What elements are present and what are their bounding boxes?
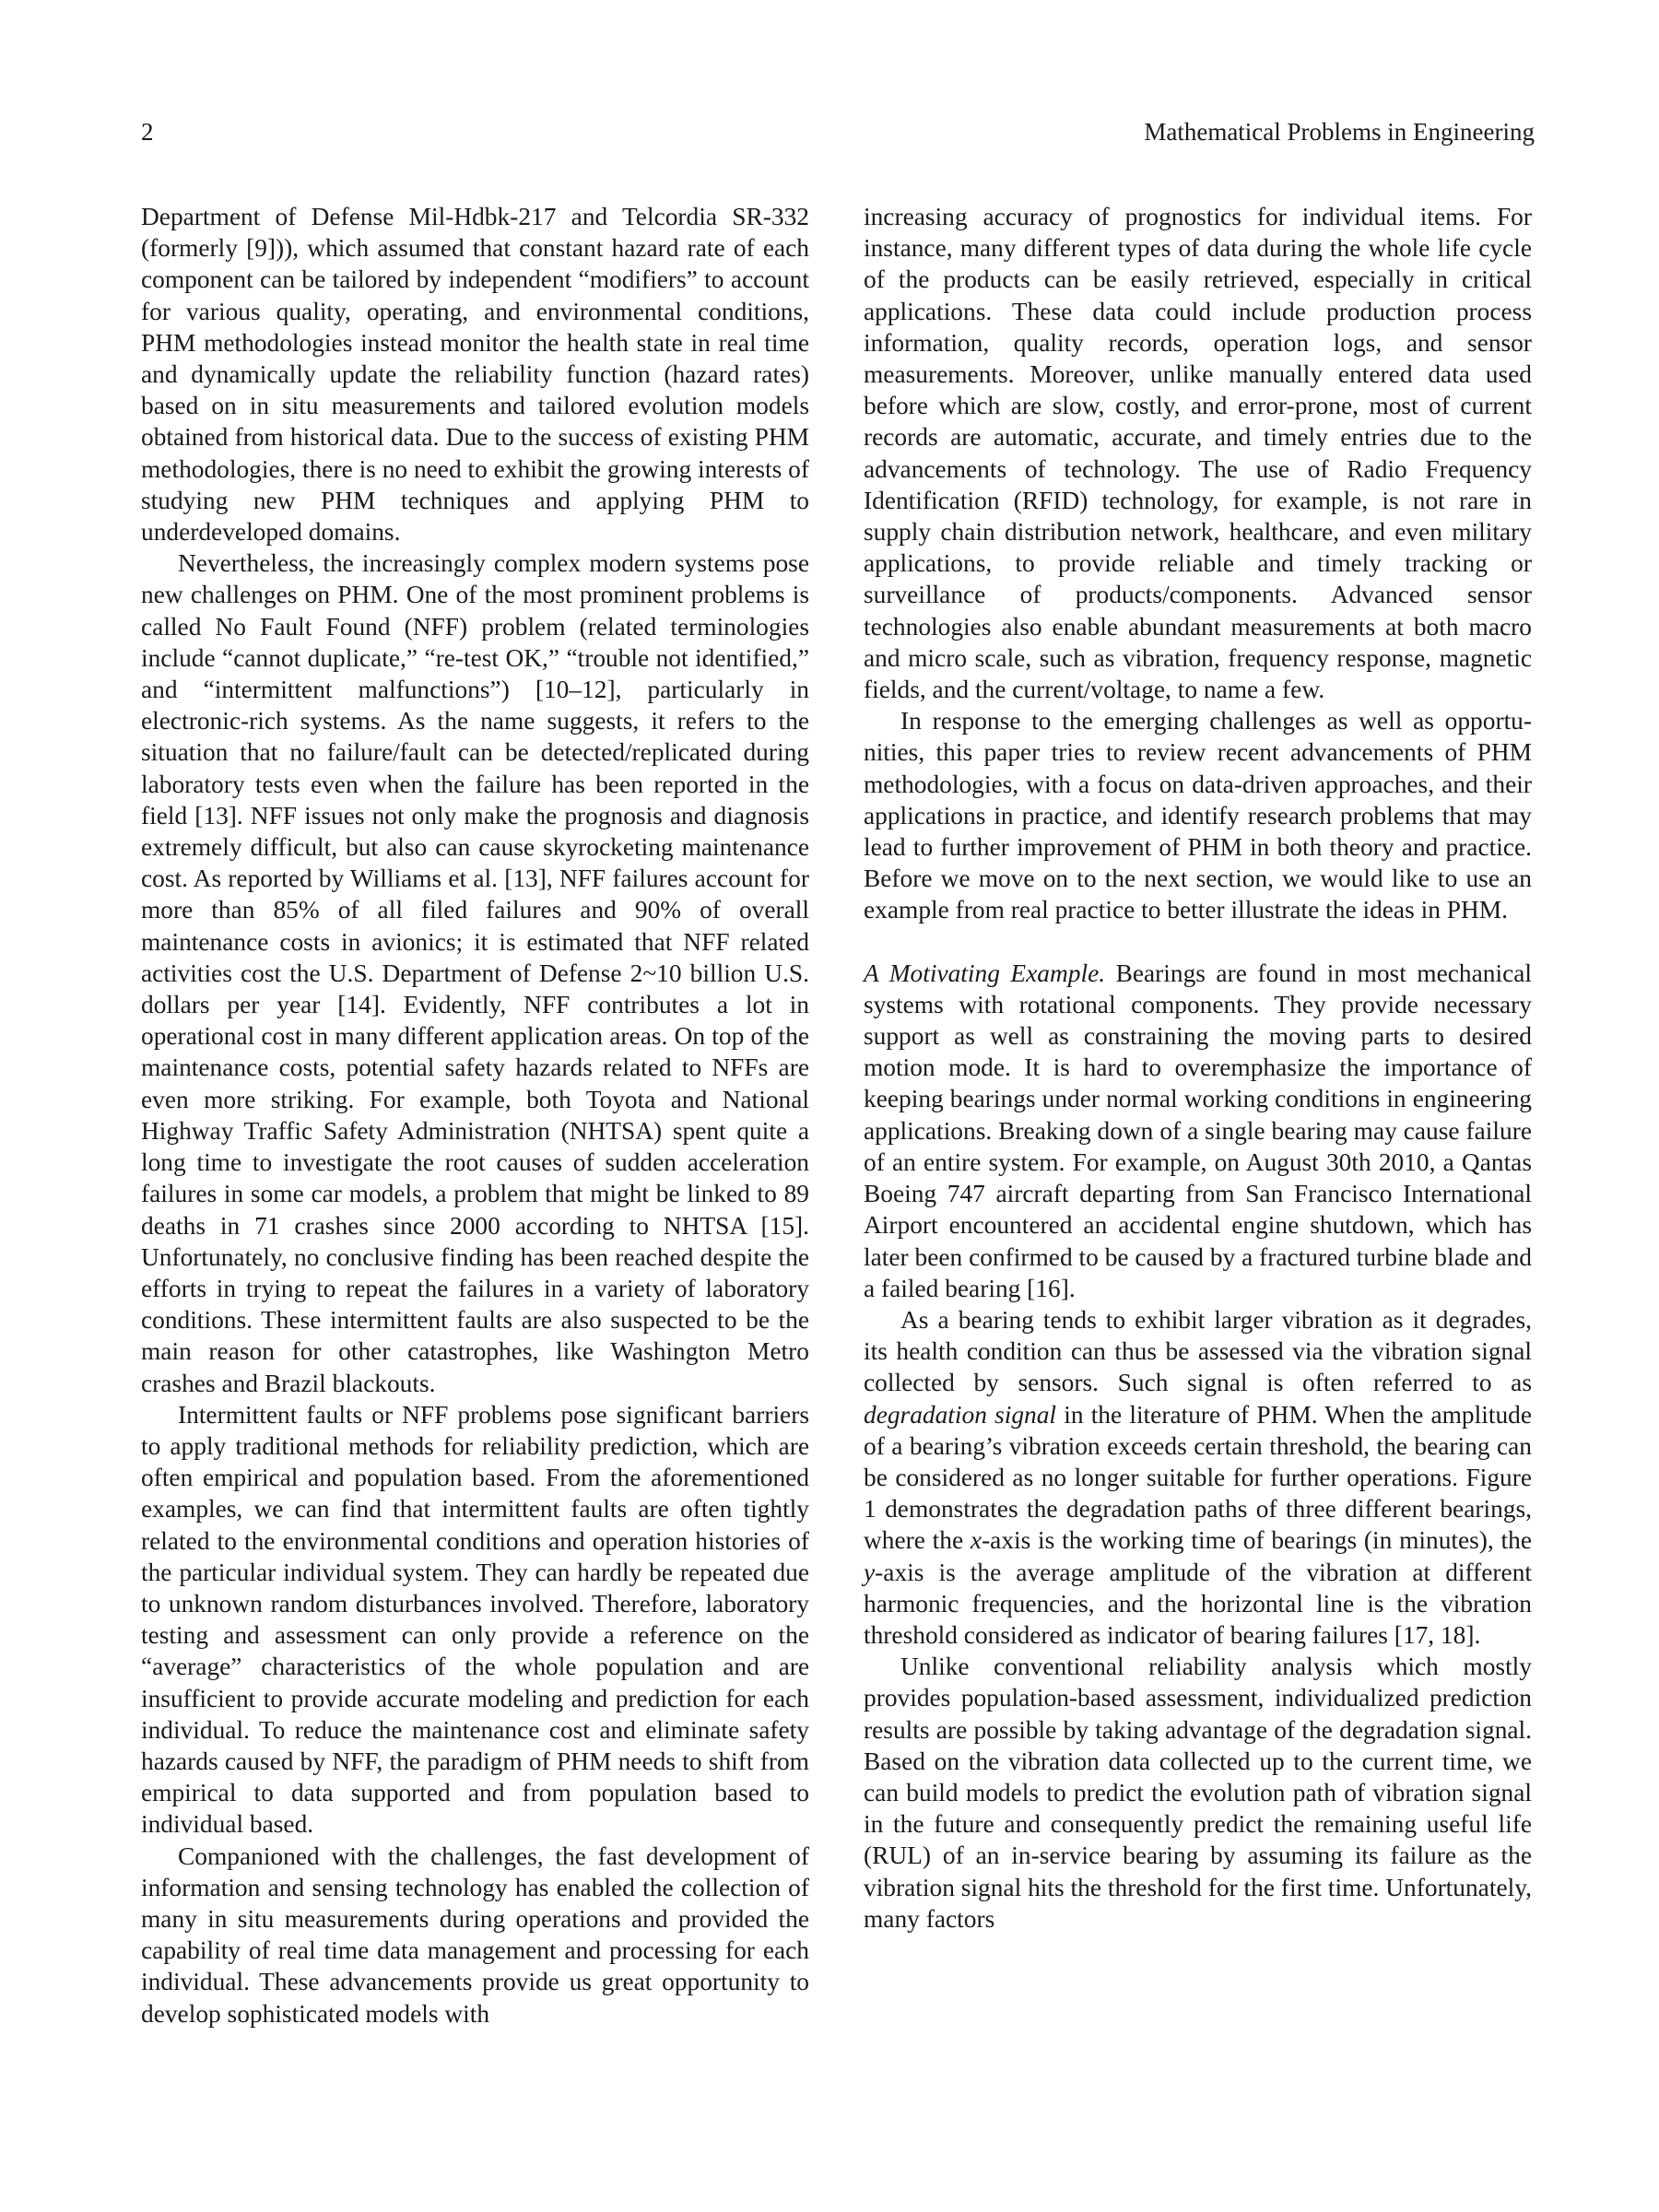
text-run: -axis is the average amplitude of the vibration at different harmonic frequencies, and the horizontal line is the vibration threshold considered as indicator of bearing failures [17, 18]. [864,1558,1532,1649]
run-in-heading: A Motivating Example. [864,959,1106,987]
paragraph-gap [864,926,1532,958]
right-column [864,201,1532,1935]
page-header [141,118,1535,155]
page-number: 2 [141,118,154,146]
paragraph: Unlike conventional reliability analysis which mostly provides population-based assessment, individualized prediction results are possible by taking advantage of the degradation signal. Based on the vibration data collected up to the current time, we can build models to predict the evolution path of vibration signal in the future and consequently predict the remaining useful life (RUL) of an in-service bearing by assuming its failure as the vibration signal hits the threshold for the first time. Unfortunately, many factors [864,1653,1532,1933]
paragraph [864,1304,1532,1651]
italic-var-y: y [864,1558,876,1586]
paragraph: In response to the emerging challenges as well as opportunities, this paper tries to review recent advancements of PHM methodologies, with a focus on data-driven approaches, and their applications in practice, and identify research problems that may lead to further improvement of PHM in both theory and practice. Before we move on to the next section, we would like to use an example from real practice to better illustrate the ideas in PHM. [864,707,1532,924]
text-run: in the literature of PHM. When the amplitude of a bearing’s vibration exceeds certain threshold, the bearing can be considered as no longer suitable for further operations. Figure 1 demonstrates the degradation paths of three different bearings, where the [864,1400,1532,1555]
left-column [141,201,809,2030]
paragraph-text: Bearings are found in most mechanical systems with rotational components. They provide necessary support as well as constraining the moving parts to desired motion mode. It is hard to overemphasize the importance of keeping bearings under normal working conditions in engineering applications. Breaking down of a single bearing may cause failure of an entire system. For example, on August 30th 2010, a Qantas Boeing 747 aircraft departing from San Francisco International Airport encountered an accidental engine shutdown, which has later been confirmed to be caused by a fractured turbine blade and a failed bearing [16]. [864,959,1532,1302]
italic-var-x: x [970,1526,982,1555]
paragraph: Nevertheless, the increasingly complex modern systems pose new challenges on PHM. One of the most prominent problems is called No Fault Found (NFF) problem (related terminologies include “cannot duplicate,” “re-test OK,” “trouble not identified,” and “intermittent malfunctions”) [10–12], particularly in electronic-rich systems. As the name suggests, it refers to the situation that no failure/fault can be detected/replicated during laboratory tests even when the failure has been reported in the field [13]. NFF issues not only make the prognosis and diagnosis extremely difficult, but also can cause skyrocketing maintenance cost. As reported by Williams et al. [13], NFF failures account for more than 85% of all filed failures and 90% of overall maintenance costs in avionics; it is estimated that NFF related activities cost the U.S. Department of Defense 2~10 billion U.S. dollars per year [14]. Evidently, NFF contributes a lot in operational cost in many different application areas. On top of the maintenance costs, potential safety hazards related to NFFs are even more striking. For example, both Toyota and National Highway Traffic Safety Administration (NHTSA) spent quite a long time to investigate the root causes of sudden acceleration failures in some car models, a problem that might be linked to 89 deaths in 71 crashes since 2000 according to NHTSA [15]. Unfortunately, no conclusive finding has been reached despite the efforts in trying to repeat the failures in a variety of laboratory conditions. These intermittent faults are also suspected to be the main reason for other catastrophes, like Washington Metro crashes and Brazil blackouts. [141,549,809,1397]
paragraph: Intermittent faults or NFF problems pose significant barriers to apply traditional methods for reliability prediction, which are often empirical and population based. From the aforementioned examples, we can find that intermittent faults are often tightly related to the environmental conditions and operation histories of the particular individual system. They can hardly be repeated due to unknown random disturbances involved. Therefore, laboratory testing and assessment can only provide a reference on the “average” characteristics of the whole population and are insufficient to provide accurate modeling and prediction for each individual. To reduce the maintenance cost and eliminate safety hazards caused by NFF, the paradigm of PHM needs to shift from empirical to data supported and from population based to individual based. [141,1400,809,1839]
text-run: -axis is the working time of bearings (in minutes), the [982,1526,1532,1555]
paragraph-motivating-example [864,958,1532,1304]
paragraph: Companioned with the challenges, the fast development of information and sensing technology has enabled the collection of many in situ measurements during operations and provided the capability of real time data management and processing for each individual. These advancements provide us great opportunity to develop sophisticated models with [141,1841,809,2028]
paragraph: increasing accuracy of prognostics for individual items. For instance, many different types of data during the whole life cycle of the products can be easily retrieved, especially in critical applications. These data could include production process information, quality records, operation logs, and sensor measurements. Moreover, unlike manually entered data used before which are slow, costly, and error-prone, most of current records are automatic, accurate, and timely entries due to the advancements of technology. The use of Radio Frequency Identification (RFID) technology, for example, is not rare in supply chain distribution network, healthcare, and even military applications, to provide reliable and timely tracking or surveillance of products/components. Advanced sensor technologies also enable abundant measurements at both macro and micro scale, such as vibration, frequency response, magnetic fields, and the current/voltage, to name a few. [864,203,1532,704]
text-run: As a bearing tends to exhibit larger vibration as it degrades, its health condition can thus be assessed via the vibration signal collected by sensors. Such signal is often referred to as [864,1305,1532,1397]
paragraph: Department of Defense Mil-Hdbk-217 and Telcordia SR-332 (formerly [9])), which assumed that constant hazard rate of each component can be tailored by independent “modifiers” to account for various quality, operating, and environmental conditions, PHM methodologies instead monitor the health state in real time and dynamically update the reliability function (hazard rates) based on in situ measurements and tailored evolution models obtained from historical data. Due to the success of existing PHM methodologies, there is no need to exhibit the growing interests of studying new PHM techniques and applying PHM to underdeveloped domains. [141,203,809,547]
journal-title: Mathematical Problems in Engineering [1144,118,1535,146]
italic-term: degradation signal [864,1400,1057,1429]
